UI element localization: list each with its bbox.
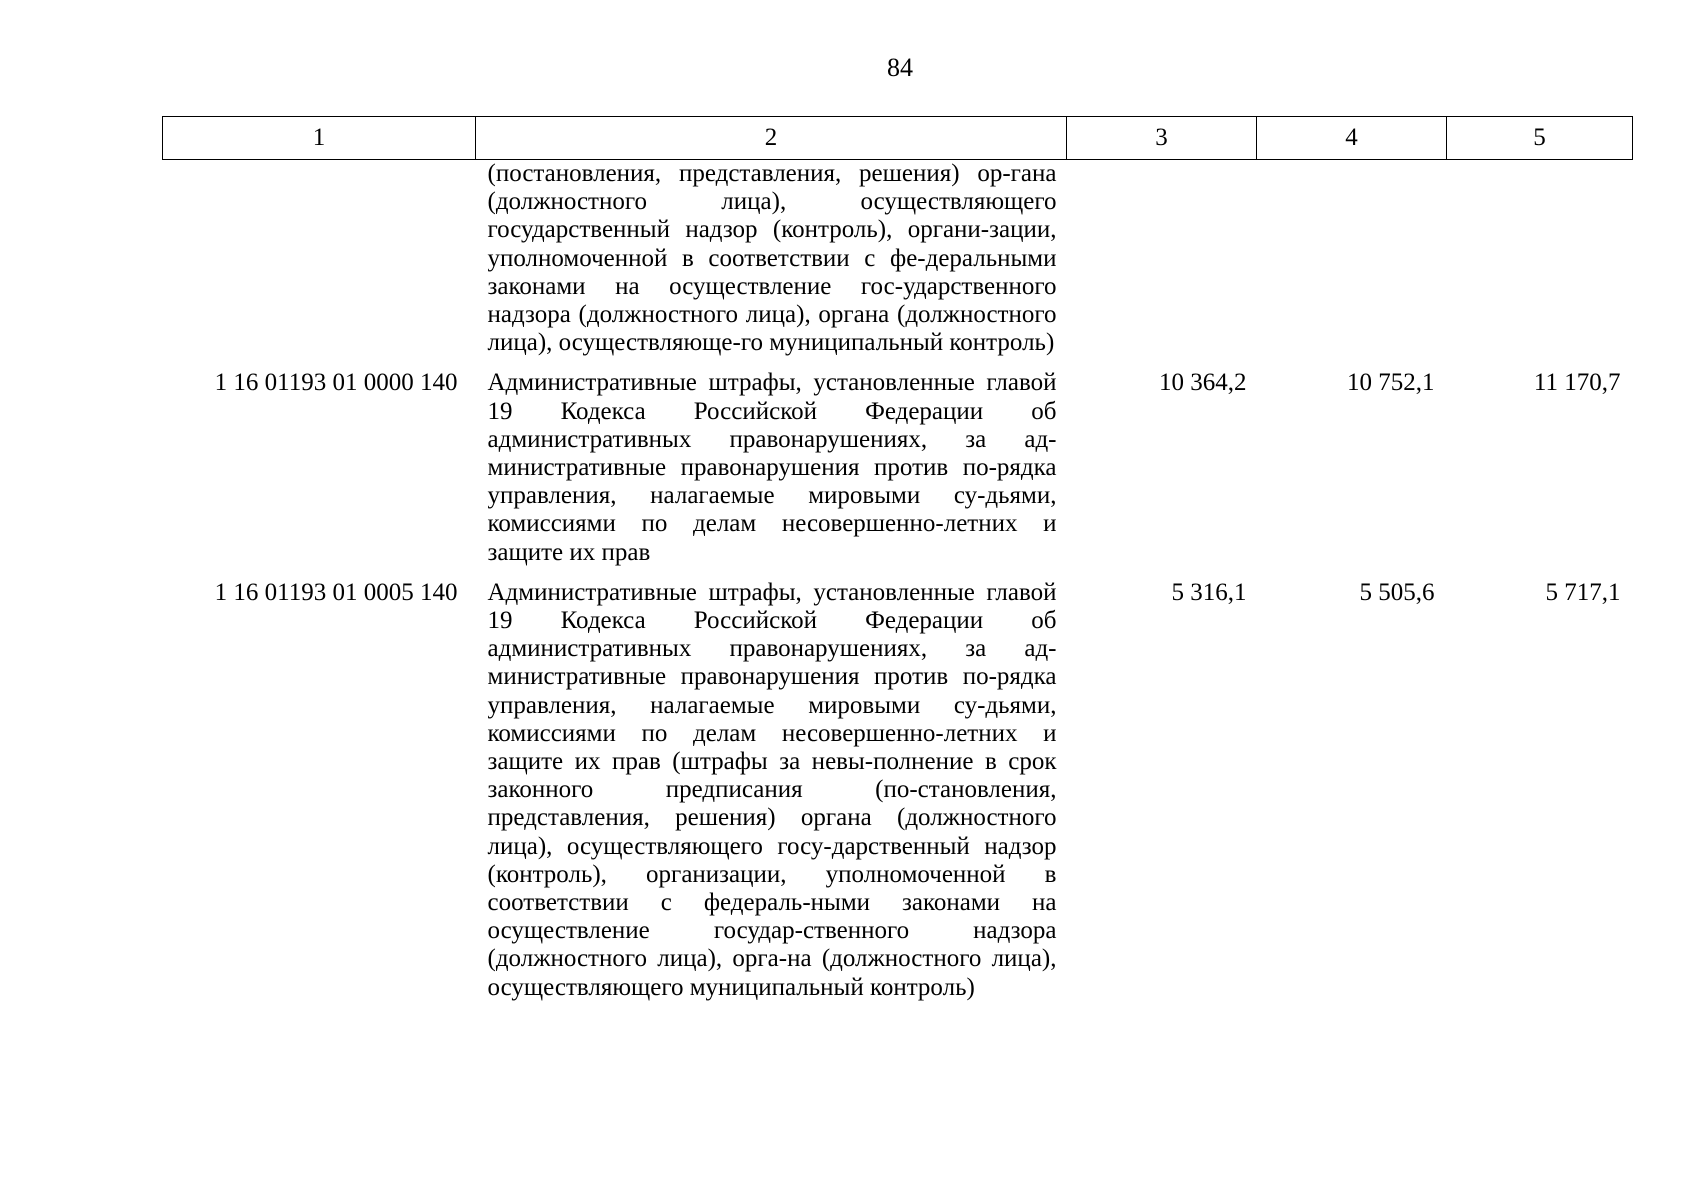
row-value-col-5: 5 717,1: [1545, 578, 1621, 606]
row-description: Административные штрафы, установленные главой 19 Кодекса Российской Федерации об административных правонарушениях, за ад-министративные правонарушения против по-рядка управления, налагаемые мировыми су-дьями, комиссиями по делам несовершенно-летних и защите их прав (штрафы за невы-полнение в срок законного предписания (по-становления, представления, решения) органа (должностного лица), осуществляющего госу-дарственный надзор (контроль), организации, уполномоченной в соответствии с федераль-ными законами на осуществление государ-ственного надзора (должностного лица), орга-на (должностного лица), осуществляющего муниципальный контроль): [487, 578, 1057, 1001]
table-row: [163, 369, 1633, 578]
budget-table: [162, 116, 1633, 1002]
row-code: [163, 160, 476, 370]
header-col-1: 1: [163, 117, 476, 160]
row-description: (постановления, представления, решения) ор-гана (должностного лица), осуществляющего государственный надзор (контроль), органи-зации, уполномоченной в соответствии с фе-деральными законами на осуществление гос-ударственного надзора (должностного лица), органа (должностного лица), осуществляюще-го муниципальный контроль): [487, 160, 1057, 357]
row-code: 1 16 01193 01 0005 140: [214, 578, 458, 606]
header-col-5: 5: [1447, 117, 1633, 160]
table-header-row: [163, 117, 1633, 160]
row-value-col-3: 10 364,2: [1159, 369, 1247, 397]
row-value-col-4: 5 505,6: [1359, 578, 1435, 606]
table-row: [163, 579, 1633, 1002]
header-col-2: 2: [476, 117, 1067, 160]
header-col-3: 3: [1067, 117, 1257, 160]
row-code: 1 16 01193 01 0000 140: [214, 369, 458, 397]
row-value-col-5: 11 170,7: [1533, 369, 1621, 397]
row-value-col-4: 10 752,1: [1347, 369, 1435, 397]
table-row-continuation: [163, 160, 1633, 370]
page-number: 84: [887, 53, 913, 82]
row-value-col-3: 5 316,1: [1171, 578, 1247, 606]
row-description: Административные штрафы, установленные главой 19 Кодекса Российской Федерации об административных правонарушениях, за ад-министративные правонарушения против по-рядка управления, налагаемые мировыми су-дьями, комиссиями по делам несовершенно-летних и защите их прав: [487, 369, 1057, 566]
header-col-4: 4: [1257, 117, 1447, 160]
